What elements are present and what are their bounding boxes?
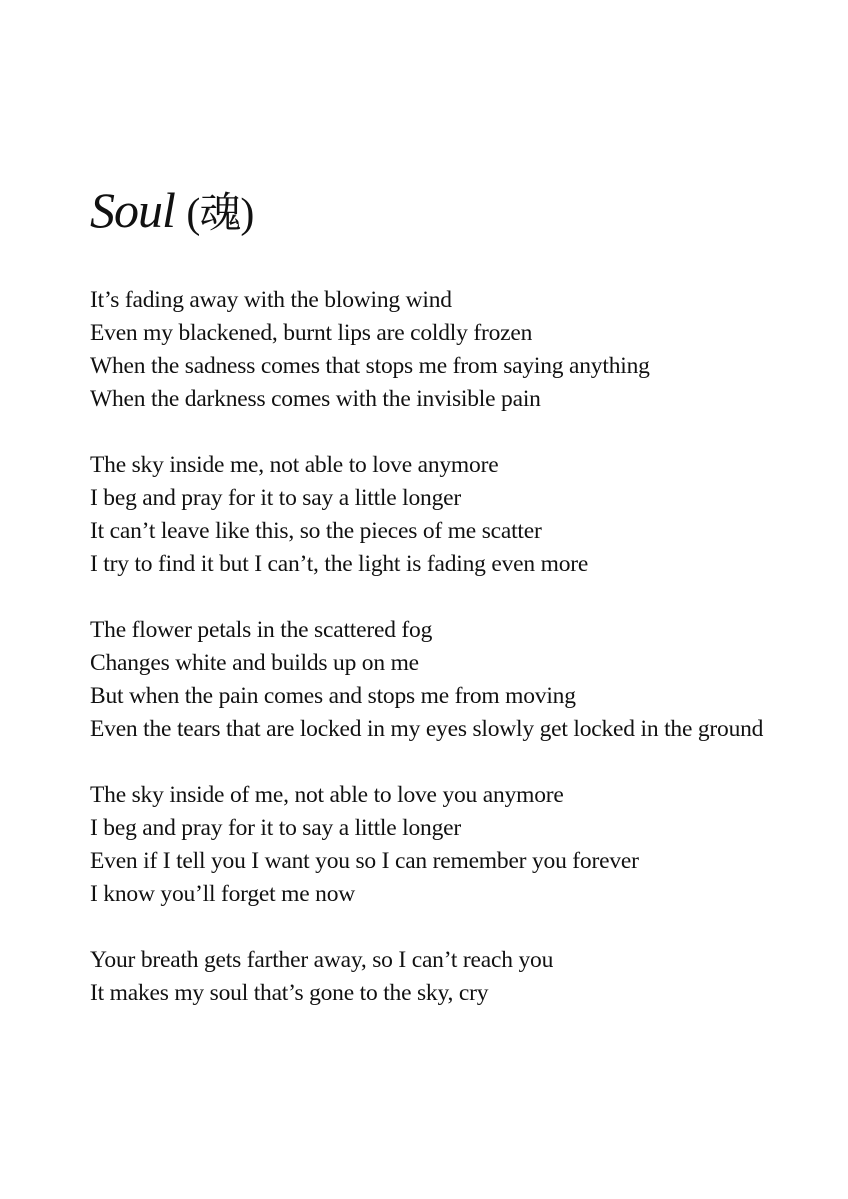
- poem-line: I beg and pray for it to say a little longer: [90, 485, 461, 511]
- poem-line: The flower petals in the scattered fog: [90, 617, 433, 643]
- poem-line: It’s fading away with the blowing wind: [90, 287, 452, 313]
- poem-line: I beg and pray for it to say a little longer: [90, 815, 461, 841]
- stanza-3: [90, 614, 830, 746]
- poem-line: Even my blackened, burnt lips are coldly frozen: [90, 320, 533, 346]
- stanza-4: [90, 779, 830, 911]
- poem-line: Even the tears that are locked in my eyes slowly get locked in the ground: [90, 716, 764, 742]
- poem-title: [90, 178, 830, 246]
- poem-line: I try to find it but I can’t, the light is fading even more: [90, 551, 589, 577]
- poem-page: [90, 178, 830, 1043]
- poem-title-main: Soul: [90, 182, 175, 238]
- poem-title-paren: (魂): [186, 191, 254, 237]
- poem-line: But when the pain comes and stops me from moving: [90, 683, 576, 709]
- poem-line: The sky inside me, not able to love anymore: [90, 452, 499, 478]
- poem-line: When the darkness comes with the invisible pain: [90, 386, 541, 412]
- poem-line: Your breath gets farther away, so I can’t reach you: [90, 947, 554, 973]
- poem-line: When the sadness comes that stops me from saying anything: [90, 353, 650, 379]
- poem-line: It makes my soul that’s gone to the sky, cry: [90, 980, 489, 1006]
- poem-line: I know you’ll forget me now: [90, 881, 356, 907]
- poem-line: It can’t leave like this, so the pieces of me scatter: [90, 518, 542, 544]
- stanza-2: [90, 449, 830, 581]
- stanza-1: [90, 284, 830, 416]
- poem-line: Even if I tell you I want you so I can remember you forever: [90, 848, 639, 874]
- poem-line: The sky inside of me, not able to love you anymore: [90, 782, 564, 808]
- poem-line: Changes white and builds up on me: [90, 650, 419, 676]
- stanza-5: [90, 944, 830, 1010]
